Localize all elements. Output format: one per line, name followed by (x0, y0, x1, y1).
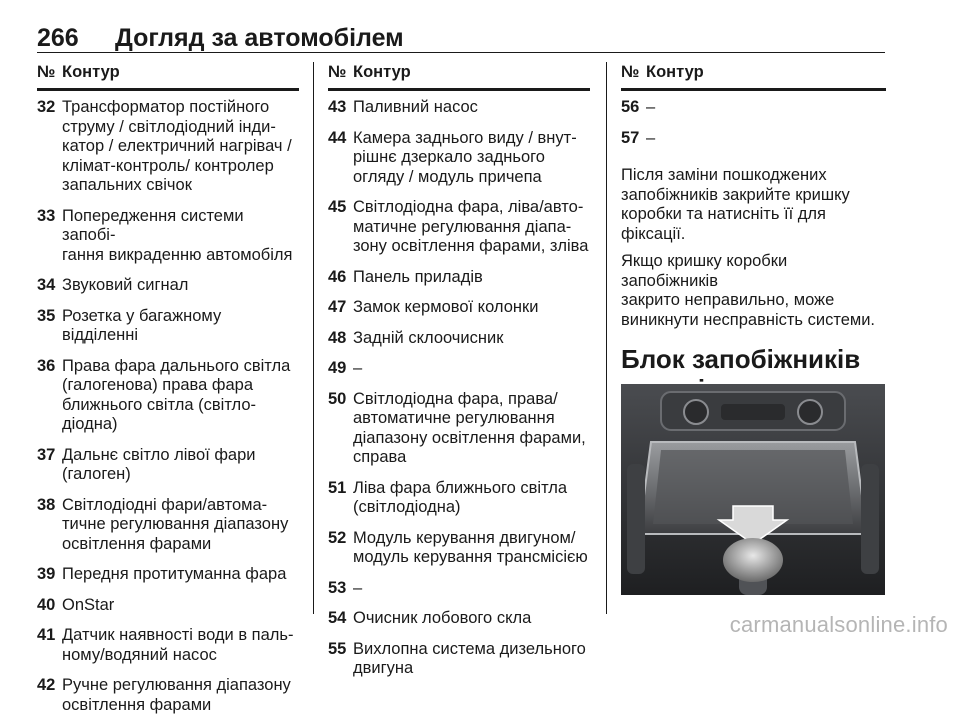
fuse-list (328, 98, 590, 679)
fuse-circuit: Світлодіодна фара, ліва/авто- матичне регулювання діапа- зону освітлення фарами, зліва (353, 198, 589, 255)
fuse-entry (328, 129, 590, 188)
fuse-number: 32 (37, 98, 56, 116)
instruction-paragraph: Після заміни пошкоджених запобіжників закрийте кришку коробки та натисніть її для фіксації. (621, 166, 850, 243)
header-rule (37, 52, 885, 53)
fuse-number: 47 (328, 298, 347, 316)
column-separator (606, 62, 607, 614)
fuse-entry (328, 609, 590, 629)
fuse-entry (328, 359, 590, 379)
fuse-circuit: Датчик наявності води в паль- ному/водяний насос (62, 626, 294, 664)
fuse-number: 46 (328, 267, 347, 286)
fuse-entry (37, 307, 299, 346)
fuse-circuit: Світлодіодна фара, права/ автоматичне регулювання діапазону освітлення фарами, справа (353, 389, 586, 466)
fuse-entry (37, 676, 299, 715)
fuse-entry (328, 479, 590, 518)
fuse-entry (328, 640, 590, 679)
fuse-circuit: Розетка у багажному відділенні (62, 306, 222, 344)
fuse-entry (37, 357, 299, 435)
fuse-number: 51 (328, 478, 347, 497)
fuse-number: 35 (37, 306, 56, 325)
column-header-label: Контур (353, 63, 411, 81)
fuse-entry (37, 207, 299, 266)
fuse-entry (37, 565, 299, 585)
column-header-label: Контур (62, 63, 120, 81)
fuse-circuit: Попередження системи запобі- гання викраденню автомобіля (62, 206, 293, 264)
fuse-number: 55 (328, 639, 347, 658)
column-separator (313, 62, 314, 614)
fuse-box-photo (621, 384, 885, 595)
column-header-label: Контур (646, 63, 704, 81)
column-header-no: № (621, 63, 640, 81)
section-title: Блок запобіжників (621, 344, 861, 374)
fuse-number: 49 (328, 359, 347, 377)
fuse-entry (37, 446, 299, 485)
fuse-number: 38 (37, 495, 56, 514)
fuse-list (621, 98, 886, 148)
fuse-circuit: Панель приладів (353, 267, 483, 286)
fuse-table-column-1 (37, 62, 299, 726)
fuse-number: 54 (328, 609, 347, 627)
fuse-circuit: Камера заднього виду / внут- рішнє дзеркало заднього огляду / модуль причепа (353, 128, 577, 186)
fuse-entry (621, 98, 886, 118)
fuse-entry (328, 298, 590, 318)
fuse-number: 37 (37, 445, 56, 464)
fuse-entry (328, 268, 590, 288)
watermark: carmanualsonline.info (729, 612, 948, 637)
fuse-entry (328, 98, 590, 118)
fuse-number: 42 (37, 676, 56, 694)
fuse-number: 50 (328, 389, 347, 408)
column-header-rule (328, 88, 590, 91)
fuse-number: 52 (328, 528, 347, 547)
column-header (328, 62, 590, 82)
fuse-entry (328, 390, 590, 468)
fuse-number: 43 (328, 98, 347, 116)
fuse-number: 39 (37, 565, 56, 583)
fuse-list (37, 98, 299, 715)
fuse-circuit: Замок кермової колонки (353, 298, 539, 316)
fuse-number: 36 (37, 356, 56, 375)
fuse-circuit: Світлодіодні фари/автома- тичне регулювання діапазону освітлення фарами (62, 495, 289, 553)
instruction-paragraph: Якщо кришку коробки запобіжників закрито неправильно, може виникнути несправність системи. (621, 252, 876, 329)
fuse-circuit: Вихлопна система дизельного двигуна (353, 639, 586, 677)
fuse-circuit: OnStar (62, 595, 115, 614)
page-title: Догляд за автомобілем (115, 24, 404, 52)
fuse-entry (37, 276, 299, 296)
fuse-number: 48 (328, 328, 347, 347)
fuse-circuit: Очисник лобового скла (353, 609, 532, 627)
column-header-no: № (37, 63, 56, 81)
column-header-rule (621, 88, 886, 91)
fuse-circuit: Задній склоочисник (353, 328, 504, 347)
fuse-entry (328, 329, 590, 349)
fuse-number: 40 (37, 595, 56, 614)
column-header (37, 62, 299, 82)
fuse-circuit: – (353, 578, 363, 597)
page-header (37, 24, 404, 54)
fuse-entry (328, 198, 590, 257)
column-header-no: № (328, 63, 347, 81)
fuse-circuit: Ручне регулювання діапазону освітлення фарами (62, 676, 291, 714)
fuse-entry (37, 596, 299, 616)
fuse-circuit: – (646, 98, 656, 116)
fuse-circuit: Права фара дальнього світла (галогенова) права фара ближнього світла (світло- діодна) (62, 356, 291, 433)
fuse-entry (328, 529, 590, 568)
fuse-circuit: Паливний насос (353, 98, 478, 116)
fuse-entry (328, 579, 590, 599)
fuse-number: 41 (37, 626, 56, 644)
fuse-circuit: Модуль керування двигуном/ модуль керування трансмісією (353, 528, 588, 566)
fuse-circuit: Передня протитуманна фара (62, 565, 287, 583)
column-header-rule (37, 88, 299, 91)
fuse-circuit: Звуковий сигнал (62, 276, 189, 294)
fuse-number: 44 (328, 128, 347, 147)
fuse-number: 57 (621, 128, 640, 147)
fuse-circuit: Дальнє світло лівої фари (галоген) (62, 445, 256, 483)
fuse-number: 53 (328, 578, 347, 597)
fuse-entry (37, 496, 299, 555)
fuse-number: 34 (37, 276, 56, 294)
fuse-number: 56 (621, 98, 640, 116)
page-number: 266 (37, 24, 79, 52)
fuse-entry (37, 98, 299, 196)
fuse-entry (37, 626, 299, 665)
fuse-box-illustration (621, 384, 885, 595)
fuse-circuit: – (646, 128, 656, 147)
fuse-table-column-2 (328, 62, 590, 690)
fuse-circuit: – (353, 359, 363, 377)
fuse-circuit: Трансформатор постійного струму / світлодіодний інди- катор / електричний нагрівач / клімат-контроль/ контролер запальних свічок (62, 98, 292, 194)
fuse-number: 45 (328, 198, 347, 216)
fuse-circuit: Ліва фара ближнього світла (світлодіодна) (353, 478, 568, 516)
fuse-number: 33 (37, 206, 56, 225)
column-header (621, 62, 886, 82)
fuse-entry (621, 129, 886, 149)
